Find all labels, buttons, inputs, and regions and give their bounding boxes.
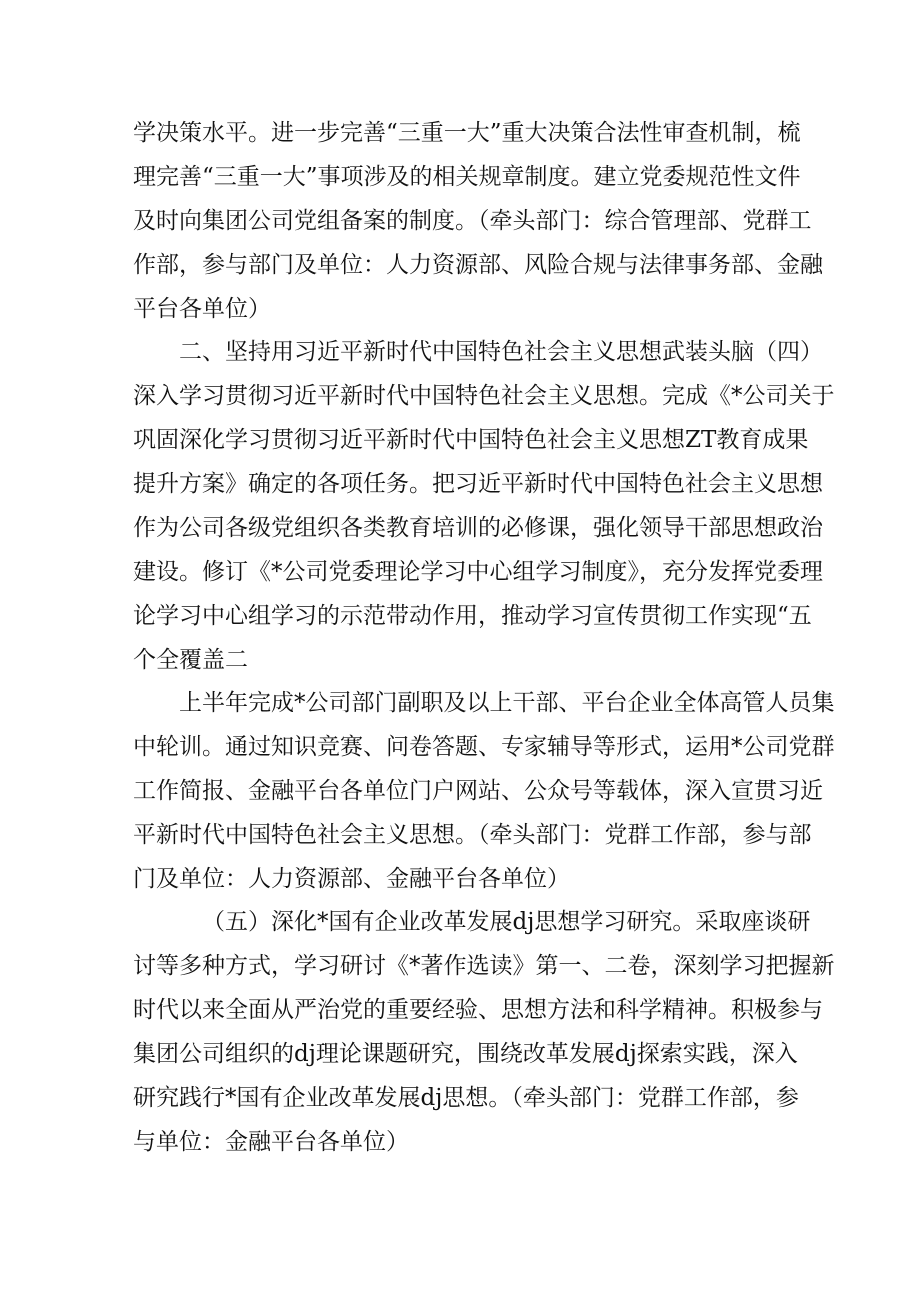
text-line: 与单位：金融平台各单位） bbox=[133, 1129, 409, 1155]
text-line: 作为公司各级党组织各类教育培训的必修课，强化领导干部思想政治 bbox=[133, 515, 823, 541]
text-line: 作部，参与部门及单位：人力资源部、风险合规与法律事务部、金融 bbox=[133, 252, 823, 278]
text-line: 巩固深化学习贯彻习近平新时代中国特色社会主义思想ZT教育成果 bbox=[133, 427, 809, 453]
text-line: 个全覆盖二 bbox=[133, 647, 248, 673]
paragraph-section-two bbox=[133, 330, 835, 682]
text-line: 平新时代中国特色社会主义思想。（牵头部门：党群工作部，参与部 bbox=[133, 822, 812, 848]
text-line: （五）深化*国有企业改革发展dj思想学习研究。采取座谈研 bbox=[202, 909, 811, 935]
text-line: 提升方案》确定的各项任务。把习近平新时代中国特色社会主义思想 bbox=[133, 471, 823, 497]
text-line: 时代以来全面从严治党的重要经验、思想方法和科学精神。积极参与 bbox=[133, 997, 823, 1023]
paragraph-decision-making bbox=[133, 111, 823, 331]
text-line: 学决策水平。进一步完善“三重一大”重大决策合法性审查机制，梳 bbox=[133, 120, 801, 146]
text-line: 研究践行*国有企业改革发展dj思想。（牵头部门：党群工作部，参 bbox=[133, 1085, 799, 1111]
section-heading-line: 二、坚持用习近平新时代中国特色社会主义思想武装头脑（四） bbox=[179, 339, 823, 365]
paragraph-training bbox=[133, 681, 835, 901]
text-line: 建设。修订《*公司党委理论学习中心组学习制度》，充分发挥党委理 bbox=[133, 559, 823, 585]
text-line: 论学习中心组学习的示范带动作用，推动学习宣传贯彻工作实现“五 bbox=[133, 603, 812, 629]
text-line: 平台各单位） bbox=[133, 296, 271, 322]
text-line: 工作简报、金融平台各单位门户网站、公众号等载体，深入宣贯习近 bbox=[133, 778, 823, 804]
text-line: 中轮训。通过知识竞赛、问卷答题、专家辅导等形式，运用*公司党群 bbox=[133, 734, 835, 760]
text-line: 理完善“三重一大”事项涉及的相关规章制度。建立党委规范性文件 bbox=[133, 164, 801, 190]
text-line: 讨等多种方式，学习研讨《*著作选读》第一、二卷，深刻学习把握新 bbox=[133, 953, 835, 979]
text-line: 门及单位：人力资源部、金融平台各单位） bbox=[133, 866, 570, 892]
text-line: 上半年完成*公司部门副职及以上干部、平台企业全体高管人员集 bbox=[179, 690, 835, 716]
text-line: 集团公司组织的dj理论课题研究，围绕改革发展dj探索实践，深入 bbox=[133, 1041, 798, 1067]
text-line: 及时向集团公司党组备案的制度。（牵头部门：综合管理部、党群工 bbox=[133, 208, 812, 234]
paragraph-section-five bbox=[133, 900, 835, 1164]
text-line: 深入学习贯彻习近平新时代中国特色社会主义思想。完成《*公司关于 bbox=[133, 383, 835, 409]
